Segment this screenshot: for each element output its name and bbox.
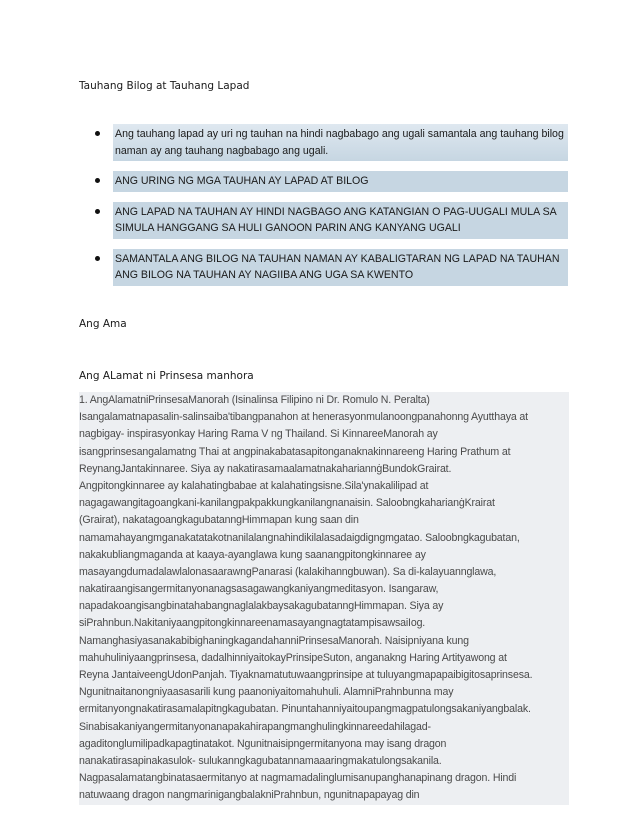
bullet-item (90, 171, 568, 192)
story-line: masayangdumadalawlalonasaarawngPanarasi (kalakihanngbuwan). Sa di-kalayuannglawa, (79, 564, 569, 581)
story-line: siPrahnbun.NakitaniyaangpitongkinnareenamasayangnagtatampisawsaiIog. (79, 615, 569, 632)
bullet-icon (95, 178, 100, 183)
story-line: nagagawangitagoangkani-kanilangpakpakkungkanilangnanaisin. SaloobngkaharianġKrairat (79, 495, 569, 512)
story-line: Nagpasalamatangbinatasaermitanyo at nagmamadalinglumisanupanghanapinang dragon. Hindi (79, 770, 569, 787)
story-line: nagbigay- inspirasyonkay Haring Rama V ng Thailand. Si KinnareeManorah ay (79, 426, 569, 443)
story-line: (Grairat), nakatagoangkagubatanngHimmapan kung saan din (79, 512, 569, 529)
bullet-list (90, 124, 568, 296)
story-line: Angpitongkinnaree ay kalahatingbabae at kalahatingsisne.Sila'ynakalilipad at (79, 478, 569, 495)
story-line: nanakatirasapinakasulok- sulukanngkagubatannamaaaringmakatulongsakanila. (79, 753, 569, 770)
story-line: Sinabisakaniyangermitanyonanapakahirapangmanghulingkinnareedahilagad- (79, 719, 569, 736)
bullet-item (90, 124, 568, 161)
story-line: Reyna JantaiveengUdonPanjah. Tiyaknamatutuwaangprinsipe at tuluyangmapapaibigitosaprinsesa. (79, 667, 569, 684)
bullet-text: SAMANTALA ANG BILOG NA TAUHAN NAMAN AY KABALIGTARAN NG LAPAD NA TAUHAN ANG BILOG NA TAUHAN AY NAGIIBA ANG UGA SA KWENTO (113, 249, 568, 286)
bullet-item (90, 202, 568, 239)
bullet-text: ANG URING NG MGA TAUHAN AY LAPAD AT BILOG (113, 171, 568, 192)
story-line: agaditonglumilipadkapagtinatakot. Ngunitnaisipngermitanyona may isang dragon (79, 736, 569, 753)
story-line: NamanghasiyasanakabibighaningkagandahanniPrinsesaManorah. Naisipniyana kung (79, 633, 569, 650)
document-title: Tauhang Bilog at Tauhang Lapad (79, 80, 250, 92)
story-line: isangprinsesangalamatng Thai at angpinakabatasapitonganaknakinnareeng Haring Prathum at (79, 444, 569, 461)
story-line: Ngunitnaitanongniyaasasarili kung paanoniyaitomahuhuli. AlamniPrahnbunna may (79, 684, 569, 701)
story-line: ReynangJantakinnaree. Siya ay nakatirasamaalamatnakahariannġBundokGrairat. (79, 461, 569, 478)
story-line: ermitanyongnakatirasamalapitngkagubatan. Pinuntahanniyaitoupangmagpatulongsakaniyangbalak. (79, 701, 569, 718)
bullet-text: Ang tauhang lapad ay uri ng tauhan na hindi nagbabago ang ugali samantala ang tauhang bilog naman ay ang tauhang nagbabago ang ugali. (113, 124, 568, 161)
story-line: namamahayangmganakatatakotnanilalangnahindikilalasadaigdigngmgatao. Saloobngkagubatan, (79, 530, 569, 547)
section-heading-alamat: Ang ALamat ni Prinsesa manhora (79, 370, 254, 382)
story-line: mahuhuliniyaangprinsesa, dadalhinniyaitokayPrinsipeSuton, anganakng Haring Artityawong at (79, 650, 569, 667)
story-line: napadakoangisangbinatahabangnaglalakbaysakagubatanngHimmapan. Siya ay (79, 598, 569, 615)
bullet-icon (95, 209, 100, 214)
story-line: nakatiraangisangermitanyonanagsasagawangkaniyangmeditasyon. Isangaraw, (79, 581, 569, 598)
section-heading-ama: Ang Ama (79, 318, 127, 330)
story-line: natuwaang dragon nangmarinigangbalakniPrahnbun, ngunitnapapayag din (79, 787, 569, 804)
story-line: Isangalamatnapasalin-salinsaiba'tibangpanahon at henerasyonmulanoongpanahonng Ayutthaya at (79, 409, 569, 426)
bullet-icon (95, 256, 100, 261)
bullet-item (90, 249, 568, 286)
bullet-icon (95, 131, 100, 136)
story-line: nakakubliangmaganda at kaaya-ayanglawa kung saanangpitongkinnaree ay (79, 547, 569, 564)
story-line: 1. AngAlamatniPrinsesaManorah (Isinalinsa Filipino ni Dr. Romulo N. Peralta) (79, 392, 569, 409)
bullet-text: ANG LAPAD NA TAUHAN AY HINDI NAGBAGO ANG KATANGIAN O PAG-UUGALI MULA SA SIMULA HANGGANG SA HULI GANOON PARIN ANG KANYANG UGALI (113, 202, 568, 239)
story-text-block (79, 392, 569, 805)
